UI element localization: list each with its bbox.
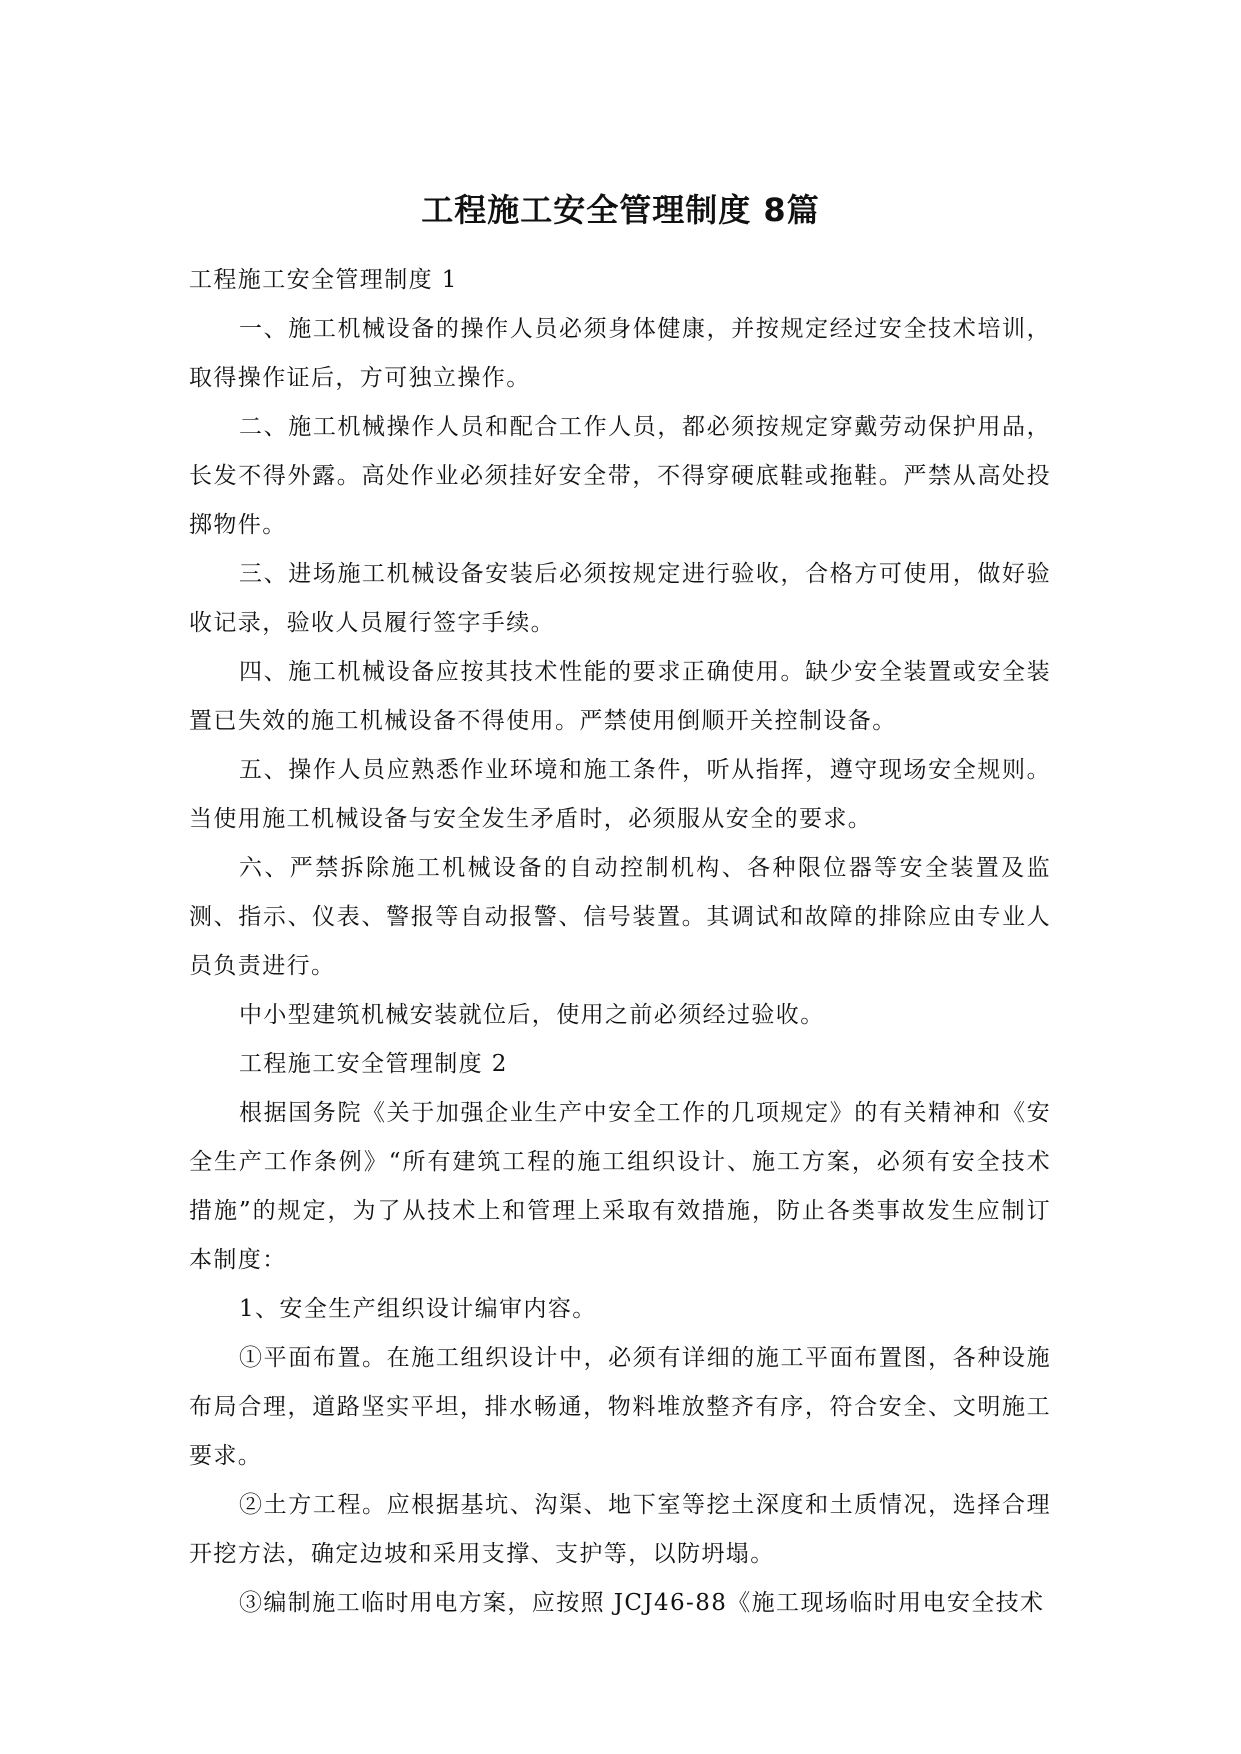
paragraph: 二、施工机械操作人员和配合工作人员，都必须按规定穿戴劳动保护用品，长发不得外露。高处作业必须挂好安全带，不得穿硬底鞋或拖鞋。严禁从高处投掷物件。 [189,414,1051,538]
paragraph: ①平面布置。在施工组织设计中，必须有详细的施工平面布置图，各种设施布局合理，道路坚实平坦，排水畅通，物料堆放整齐有序，符合安全、文明施工要求。 [189,1345,1051,1469]
paragraph: 工程施工安全管理制度 2 [239,1051,508,1077]
paragraph: 1、安全生产组织设计编审内容。 [239,1296,597,1322]
paragraph: ②土方工程。应根据基坑、沟渠、地下室等挖土深度和土质情况，选择合理开挖方法，确定边坡和采用支撑、支护等，以防坍塌。 [189,1492,1051,1567]
paragraph: 中小型建筑机械安装就位后，使用之前必须经过验收。 [239,1002,825,1028]
paragraph: 五、操作人员应熟悉作业环境和施工条件，听从指挥，遵守现场安全规则。当使用施工机械设备与安全发生矛盾时，必须服从安全的要求。 [189,757,1051,832]
paragraph: 三、进场施工机械设备安装后必须按规定进行验收，合格方可使用，做好验收记录，验收人员履行签字手续。 [189,561,1051,636]
paragraph: ③编制施工临时用电方案，应按照 JCJ46-88《施工现场临时用电安全技术 [239,1590,1045,1616]
document-body [189,256,1051,1628]
paragraph: 根据国务院《关于加强企业生产中安全工作的几项规定》的有关精神和《安全生产工作条例》“所有建筑工程的施工组织设计、施工方案，必须有安全技术措施”的规定，为了从技术上和管理上采取有效措施，防止各类事故发生应制订本制度： [189,1100,1051,1273]
paragraph: 四、施工机械设备应按其技术性能的要求正确使用。缺少安全装置或安全装置已失效的施工机械设备不得使用。严禁使用倒顺开关控制设备。 [189,659,1051,734]
paragraph: 六、严禁拆除施工机械设备的自动控制机构、各种限位器等安全装置及监测、指示、仪表、警报等自动报警、信号装置。其调试和故障的排除应由专业人员负责进行。 [189,855,1051,979]
document-title: 工程施工安全管理制度 8篇 [421,191,820,229]
paragraph: 一、施工机械设备的操作人员必须身体健康，并按规定经过安全技术培训，取得操作证后，方可独立操作。 [189,316,1051,391]
paragraph: 工程施工安全管理制度 1 [189,267,458,293]
